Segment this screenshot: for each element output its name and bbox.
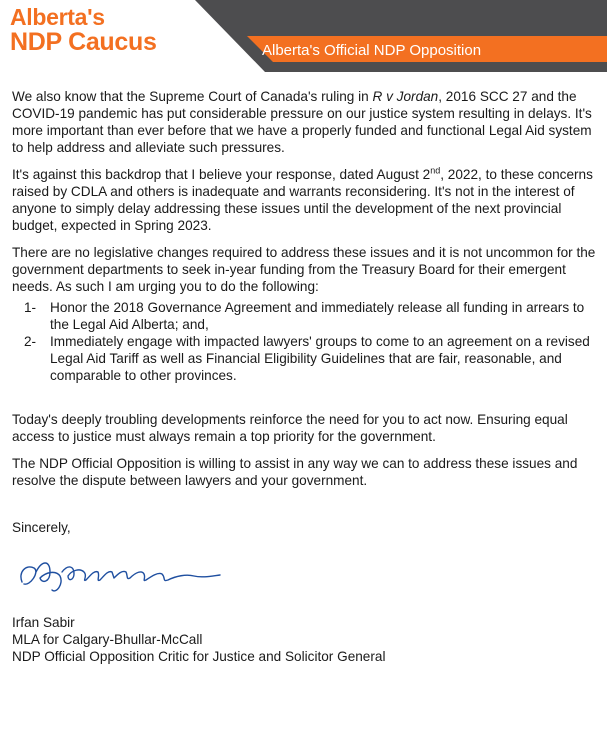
letterhead-tagline: Alberta's Official NDP Opposition: [262, 42, 482, 59]
paragraph-2: It's against this backdrop that I believe your response, dated August 2nd, 2022, to these concerns raised by CDLA and others is inadequate and warrants reconsidering. It's not in the interest of anyone to simply delay addressing these issues until the development of the next provincial budget, expected in Spring 2023.: [12, 165, 593, 233]
letterhead-band-shapes: [195, 0, 607, 72]
caucus-logo: [10, 6, 157, 55]
letterhead-band: [195, 0, 607, 72]
list-item: 1- Honor the 2018 Governance Agreement and immediately release all funding in arrears to the Legal Aid Alberta; and,: [24, 300, 585, 332]
signer-title-2: NDP Official Opposition Critic for Justice and Solicitor General: [12, 649, 386, 664]
paragraph-1: We also know that the Supreme Court of Canada's ruling in R v Jordan, 2016 SCC 27 and the COVID-19 pandemic has put considerable pressure on our justice system resulting in delays. It's more important than ever before that we have a properly funded and functional Legal Aid system to help address and alleviate such pressures.: [12, 89, 592, 155]
logo-line-1: Alberta's: [10, 4, 105, 30]
logo-line-2: NDP Caucus: [10, 28, 157, 56]
closing: Sincerely,: [12, 520, 71, 535]
signer-name: Irfan Sabir: [12, 615, 75, 630]
paragraph-3: There are no legislative changes required to address these issues and it is not uncommon for the government departments to seek in-year funding from the Treasury Board for their emergent needs. As such I am urging you to do the following:: [12, 245, 596, 294]
list-item: 2- Immediately engage with impacted lawyers' groups to come to an agreement on a revised Legal Aid Tariff as well as Financial Eligibility Guidelines that are fair, reasonable, and comparable to other provinces.: [24, 334, 590, 383]
letterhead: [0, 0, 607, 68]
handwritten-signature: [16, 542, 256, 602]
request-list: [12, 299, 597, 384]
paragraph-5: The NDP Official Opposition is willing to assist in any way we can to address these issues and resolve the dispute between lawyers and your government.: [12, 456, 578, 488]
letter-body: [12, 88, 597, 665]
case-name: R v Jordan: [372, 89, 439, 104]
signature-block: [12, 614, 597, 665]
paragraph-4: Today's deeply troubling developments reinforce the need for you to act now. Ensuring equal access to justice must always remain a top priority for the government.: [12, 412, 568, 444]
signer-title-1: MLA for Calgary-Bhullar-McCall: [12, 632, 203, 647]
